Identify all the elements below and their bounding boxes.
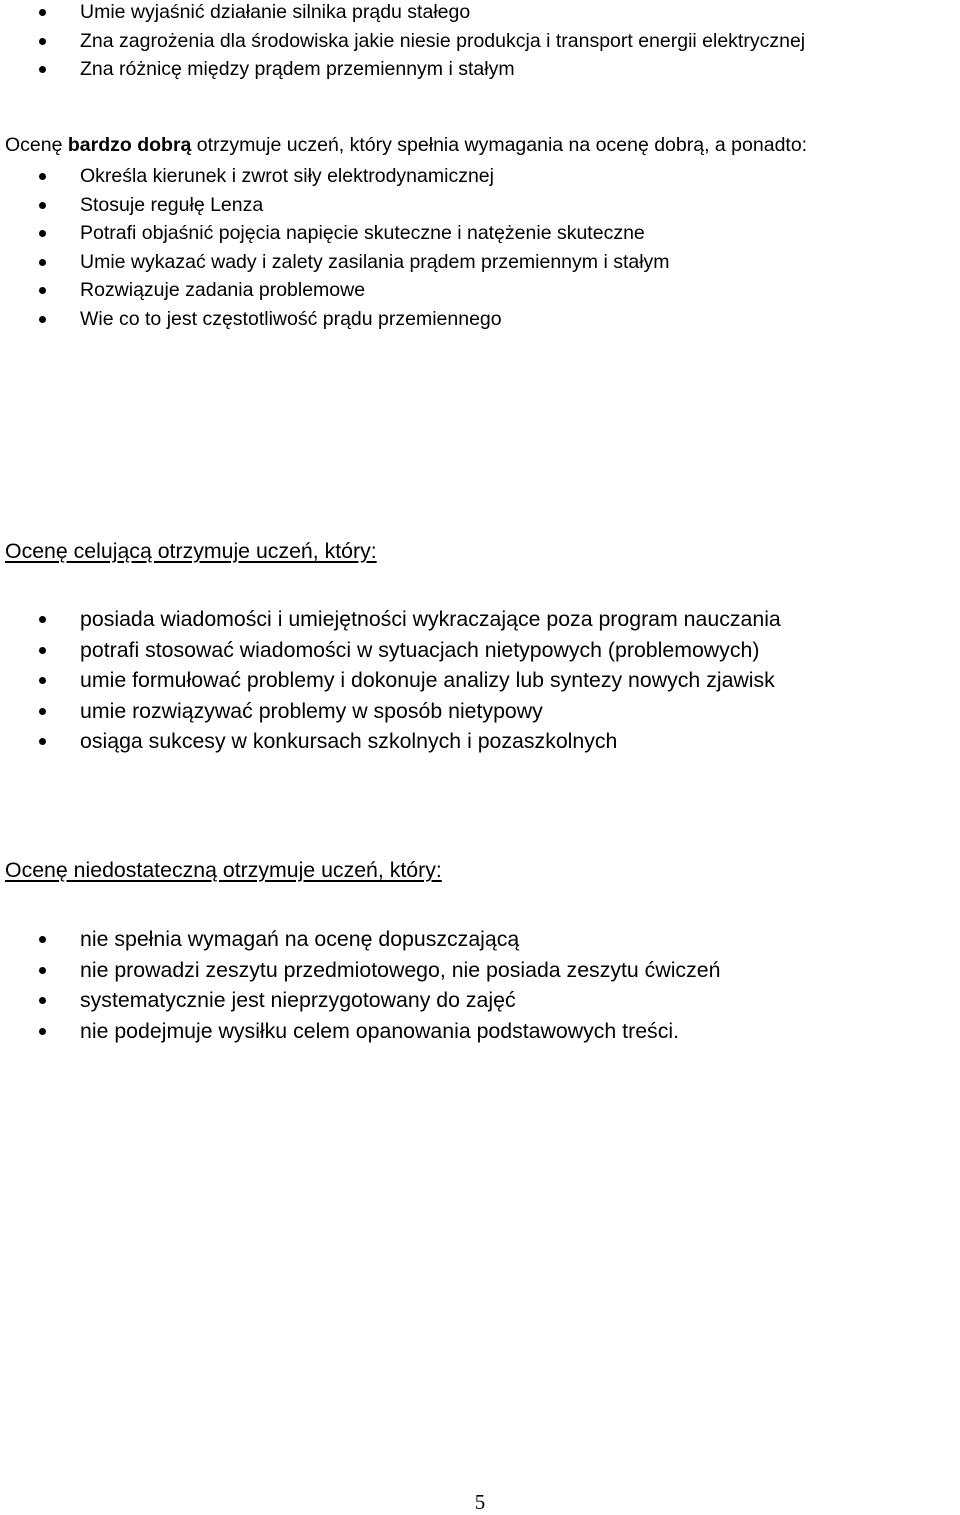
grade-very-good-intro [5, 131, 807, 159]
list-item: nie podejmuje wysiłku celem opanowania podstawowych treści. [0, 1016, 720, 1047]
list-item: umie rozwiązywać problemy w sposób nietypowy [0, 696, 781, 727]
list-item: nie spełnia wymagań na ocenę dopuszczającą [0, 924, 720, 955]
page-number: 5 [474, 1490, 486, 1514]
list-item: Wie co to jest częstotliwość prądu przemiennego [0, 305, 670, 334]
list-item: nie prowadzi zeszytu przedmiotowego, nie posiada zeszytu ćwiczeń [0, 955, 720, 986]
intro-prefix: Ocenę [5, 134, 68, 156]
list-item: osiąga sukcesy w konkursach szkolnych i pozaszkolnych [0, 726, 781, 757]
list-item: Potrafi objaśnić pojęcia napięcie skuteczne i natężenie skuteczne [0, 219, 670, 248]
list-item: systematycznie jest nieprzygotowany do zajęć [0, 985, 720, 1016]
list-item: posiada wiadomości i umiejętności wykraczające poza program nauczania [0, 604, 781, 635]
requirements-list-continued [0, 0, 805, 84]
grade-excellent-heading: Ocenę celującą otrzymuje uczeń, który: [5, 539, 377, 563]
list-item: potrafi stosować wiadomości w sytuacjach nietypowych (problemowych) [0, 635, 781, 666]
list-item: Określa kierunek i zwrot siły elektrodynamicznej [0, 162, 670, 191]
grade-fail-heading: Ocenę niedostateczną otrzymuje uczeń, który: [5, 858, 442, 882]
list-item: Stosuje regułę Lenza [0, 191, 670, 220]
intro-suffix: otrzymuje uczeń, który spełnia wymagania na ocenę dobrą, a ponadto: [191, 134, 808, 156]
grade-very-good-list [0, 162, 670, 334]
list-item: umie formułować problemy i dokonuje analizy lub syntezy nowych zjawisk [0, 665, 781, 696]
intro-bold-grade: bardzo dobrą [67, 134, 192, 156]
list-item: Umie wykazać wady i zalety zasilania prądem przemiennym i stałym [0, 248, 670, 277]
list-item: Rozwiązuje zadania problemowe [0, 276, 670, 305]
list-item: Umie wyjaśnić działanie silnika prądu stałego [0, 0, 805, 27]
list-item: Zna różnicę między prądem przemiennym i stałym [0, 55, 805, 84]
grade-excellent-list [0, 604, 781, 757]
grade-fail-list [0, 924, 720, 1046]
list-item: Zna zagrożenia dla środowiska jakie niesie produkcja i transport energii elektrycznej [0, 27, 805, 56]
